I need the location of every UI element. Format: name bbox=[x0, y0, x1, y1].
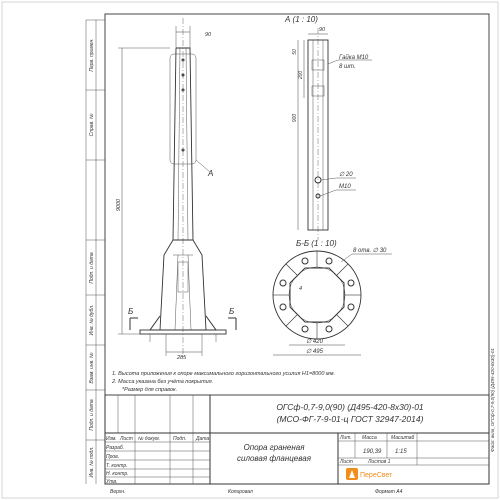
dim-a-top-width: 90 bbox=[319, 27, 326, 33]
strip-label-2: Справ. № bbox=[89, 113, 95, 137]
note-3: *Размер для справок. bbox=[122, 387, 178, 393]
role-norm-control: Н. контр. bbox=[106, 471, 129, 477]
mass-value: 190,39 bbox=[363, 449, 382, 455]
role-checker: Пров. bbox=[106, 454, 120, 460]
strip-label-3: Подп. и дата bbox=[89, 252, 95, 284]
designation-line-1: ОГСф-0,7-9,0(90) (Д495-420-8х30)-01 bbox=[276, 402, 424, 412]
file-label: Файл: вкла_ОГСф-0,7-9,0(90) (Д495-420-8х30)-01 bbox=[490, 348, 495, 452]
role-approved: Утв. bbox=[106, 479, 118, 485]
hdr-list: Лист bbox=[120, 436, 133, 442]
hdr-date: Дата bbox=[196, 436, 210, 442]
footer-checked: Верхн. bbox=[110, 489, 126, 495]
role-developer: Разраб. bbox=[106, 445, 125, 451]
dim-a-length: 900 bbox=[292, 113, 298, 123]
scale-value: 1:15 bbox=[395, 449, 407, 455]
dim-total-height: 9000 bbox=[116, 198, 122, 212]
hdr-sign: Подп. bbox=[173, 436, 187, 442]
footer-format: Формат А4 bbox=[375, 489, 403, 495]
sheet-label: Лист bbox=[340, 459, 353, 465]
note-2: 2. Масса указана без учёта покрытия. bbox=[112, 379, 214, 385]
outer-border bbox=[2, 2, 498, 498]
dim-flange-inner: ∅ 420 bbox=[306, 339, 323, 345]
nut-count: 8 шт. bbox=[339, 64, 356, 70]
strip-label-1: Перв. примен. bbox=[89, 38, 95, 72]
dim-flange-holes: 8 отв. ∅ 30 bbox=[353, 248, 387, 254]
col-scale: Масштаб bbox=[391, 435, 415, 441]
dim-hole-dia: ∅ 20 bbox=[339, 172, 353, 178]
detail-a-marker: А bbox=[208, 169, 214, 178]
strip-label-4: Инв. № дубл. bbox=[89, 304, 95, 336]
sheets-label: Листов 1 bbox=[368, 459, 391, 465]
dim-main-width: 90 bbox=[205, 32, 212, 38]
dim-a-spacing: 200 bbox=[298, 70, 304, 80]
name-line-1: Опора граненая bbox=[243, 443, 305, 452]
company-name: ПереСвет bbox=[360, 472, 393, 479]
hdr-izm: Изм. bbox=[106, 436, 117, 442]
role-tech-control: Т. контр. bbox=[106, 463, 128, 469]
strip-label-6: Подп. и дата bbox=[89, 399, 95, 431]
footer-copied: Копировал bbox=[228, 489, 253, 495]
dim-flange-outer: ∅ 495 bbox=[306, 349, 323, 355]
col-mass: Масса bbox=[362, 435, 377, 441]
designation-line-2: (МСО-ФГ-7-9-01-ц ГОСТ 32947-2014) bbox=[276, 414, 424, 424]
dim-base-width: 285 bbox=[177, 355, 187, 361]
section-bb-title: Б-Б (1 : 10) bbox=[296, 239, 337, 248]
dim-a-offset: 50 bbox=[292, 49, 298, 55]
col-lit: Лит. bbox=[340, 435, 352, 441]
detail-a-title: А (1 : 10) bbox=[285, 15, 318, 24]
nut-callout: Гайка М10 bbox=[339, 55, 369, 61]
section-marker-right: Б bbox=[229, 307, 235, 316]
strip-label-7: Инв. № подл. bbox=[89, 446, 95, 478]
section-marker-left: Б bbox=[128, 307, 134, 316]
note-1: 1. Высота приложения к опоре максимального горизонтального усилия H1=8000 мм. bbox=[112, 371, 335, 377]
strip-label-5: Взам. инв. № bbox=[89, 352, 95, 384]
dim-plate-thickness: 4 bbox=[299, 286, 303, 292]
hdr-doc: № докум. bbox=[138, 436, 161, 442]
bolt-callout: М10 bbox=[339, 184, 351, 190]
name-line-2: силовая фланцевая bbox=[237, 454, 311, 463]
